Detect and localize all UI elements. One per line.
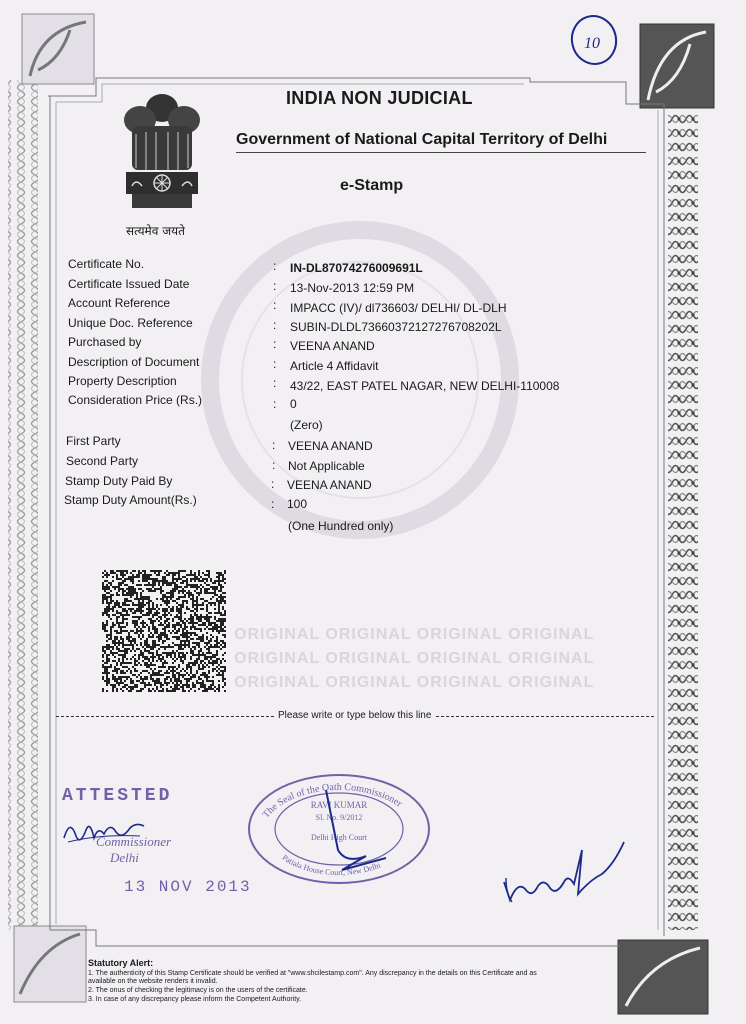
field-colon: :	[271, 497, 275, 511]
field-label: Description of Document	[68, 355, 200, 369]
qr-code-modules	[102, 570, 226, 692]
oath-commissioner-seal	[246, 772, 432, 886]
field-label: Unique Doc. Reference	[68, 316, 193, 330]
watermark-line: ORIGINAL ORIGINAL ORIGINAL ORIGINAL	[234, 674, 595, 691]
attestation-date: 13 NOV 2013	[124, 878, 252, 896]
qr-code-icon	[102, 570, 226, 692]
seal-bottom-text: Patiala House Court, New Delhi	[280, 852, 382, 878]
field-colon: :	[273, 376, 277, 390]
field-colon: :	[272, 458, 276, 472]
seal-ring-text: The Seal of the Oath Commissioner	[260, 781, 404, 821]
heading-underline	[236, 152, 646, 153]
field-colon: :	[271, 477, 275, 491]
stamp-duty-amount-value: 100	[287, 497, 308, 511]
emblem-motto: सत्यमेव जयते	[126, 224, 185, 238]
handwritten-note-text: 10	[584, 35, 600, 52]
dashed-line-left	[56, 716, 274, 717]
first-party-value: VEENA ANAND	[288, 439, 373, 453]
statutory-alert-line: 2. The onus of checking the legitimacy is on the users of the certificate.	[88, 987, 308, 994]
field-label: Consideration Price (Rs.)	[68, 393, 203, 407]
field-colon: :	[273, 279, 277, 293]
lion-capital-emblem-icon	[112, 86, 212, 222]
field-label: Account Reference	[68, 296, 171, 310]
field-colon: :	[273, 259, 277, 273]
consideration-price-words: (Zero)	[290, 418, 323, 432]
seal-name: RAVI KUMAR	[310, 800, 368, 810]
watermark-line: ORIGINAL ORIGINAL ORIGINAL ORIGINAL	[234, 626, 595, 643]
account-reference-value: IMPACC (IV)/ dl736603/ DELHI/ DL-DLH	[290, 301, 507, 315]
second-party-value: Not Applicable	[288, 459, 365, 473]
document-type-heading: e-Stamp	[340, 177, 404, 194]
field-label: Stamp Duty Paid By	[65, 474, 173, 488]
stamp-duty-paid-by-value: VEENA ANAND	[287, 478, 372, 492]
consideration-price-value: 0	[290, 397, 297, 411]
statutory-alert-line: available on the website renders it invalid.	[88, 978, 218, 985]
seal-court: Delhi High Court	[311, 833, 367, 842]
property-description-value: 43/22, EAST PATEL NAGAR, NEW DELHI-110008	[290, 379, 560, 393]
field-colon: :	[272, 438, 276, 452]
page-title: INDIA NON JUDICIAL	[286, 88, 473, 108]
document-description-value: Article 4 Affidavit	[290, 359, 379, 373]
commissioner-signature-icon	[60, 812, 150, 852]
field-label: Stamp Duty Amount(Rs.)	[64, 493, 197, 507]
certificate-number-value: IN-DL87074276009691L	[290, 261, 423, 275]
field-colon: :	[273, 397, 277, 411]
government-heading: Government of National Capital Territory of Delhi	[236, 131, 608, 148]
city-stamp-text: Delhi	[110, 850, 139, 865]
commissioner-stamp-text: Commissioner	[96, 834, 172, 849]
field-label: First Party	[66, 434, 121, 448]
issued-date-value: 13-Nov-2013 12:59 PM	[290, 281, 415, 295]
statutory-alert-title: Statutory Alert:	[88, 958, 154, 968]
attested-stamp: ATTESTED	[62, 786, 173, 806]
field-colon: :	[273, 337, 277, 351]
field-label: Second Party	[66, 454, 139, 468]
field-colon: :	[273, 357, 277, 371]
seal-serial: Sl. No. 9/2012	[315, 813, 363, 822]
unique-doc-reference-value: SUBIN-DLDL73660372127276708202L	[290, 320, 502, 334]
original-watermark	[226, 620, 614, 698]
field-label: Purchased by	[68, 335, 142, 349]
field-colon: :	[273, 318, 277, 332]
field-label: Certificate Issued Date	[68, 277, 190, 291]
field-label: Property Description	[68, 374, 177, 388]
statutory-alert-line: 1. The authenticity of this Stamp Certificate should be verified at "www.shcilestamp.com". Any discrepancy in the details on this Certificate and as	[88, 970, 537, 977]
field-colon: :	[273, 298, 277, 312]
statutory-alert-line: 3. In case of any discrepancy please inform the Competent Authority.	[88, 996, 302, 1003]
write-below-instruction: Please write or type below this line	[278, 710, 432, 721]
stamp-duty-amount-words: (One Hundred only)	[288, 519, 394, 533]
handwritten-circled-note	[566, 12, 622, 68]
dashed-line-right	[436, 716, 654, 717]
field-label: Certificate No.	[68, 257, 145, 271]
deponent-signature-icon	[498, 820, 638, 910]
watermark-line: ORIGINAL ORIGINAL ORIGINAL ORIGINAL	[234, 650, 595, 667]
purchased-by-value: VEENA ANAND	[290, 339, 375, 353]
